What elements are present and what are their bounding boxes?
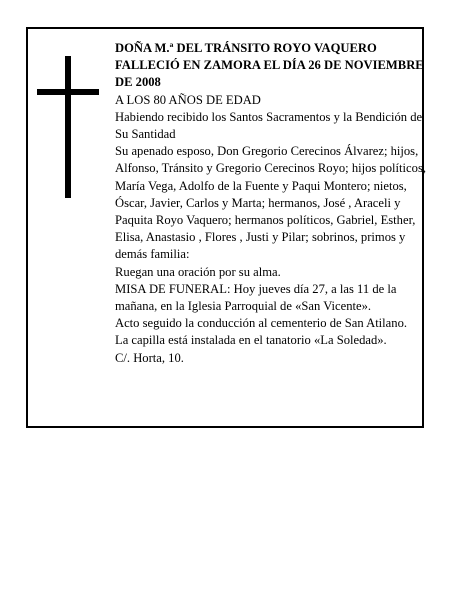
obituary-title: DOÑA M.ª DEL TRÁNSITO ROYO VAQUERO FALLECIÓ EN ZAMORA EL DÍA 26 DE NOVIEMBRE DE 2008 [115,41,424,90]
obituary-chapel: La capilla está instalada en el tanatorio «La Soledad». [115,333,387,348]
obituary-burial: Acto seguido la conducción al cementerio de San Atilano. [115,316,408,331]
obituary-family: Su apenado esposo, Don Gregorio Cerecinos Álvarez; hijos, Alfonso, Tránsito y Gregorio Cerecinos Royo; hijos políticos, María Vega, Adolfo de la Fuente y Paqui Montero; nietos, Óscar, Javier, Carlos y Marta; hermanos, José , Araceli y Paquita Royo Vaquero; hermanos políticos, Gabriel, Esther, Elisa, Anastasio , Flores , Justi y Pilar; sobrinos, primos y demás familia: [115,144,426,262]
obituary-prayer: Ruegan una oración por su alma. [115,264,281,279]
obituary-address: C/. Horta, 10. [115,350,184,365]
obituary-funeral: MISA DE FUNERAL: Hoy jueves día 27, a las 11 de la mañana, en la Iglesia Parroquial de «San Vicente». [115,281,397,314]
cross-horizontal-bar [37,89,99,95]
obituary-notice [26,27,424,428]
cross-icon [37,56,99,198]
obituary-age: A LOS 80 AÑOS DE EDAD [115,92,261,107]
obituary-sacraments: Habiendo recibido los Santos Sacramentos y la Bendición de Su Santidad [115,109,423,142]
obituary-text [115,40,427,367]
cross-vertical-bar [65,56,71,198]
